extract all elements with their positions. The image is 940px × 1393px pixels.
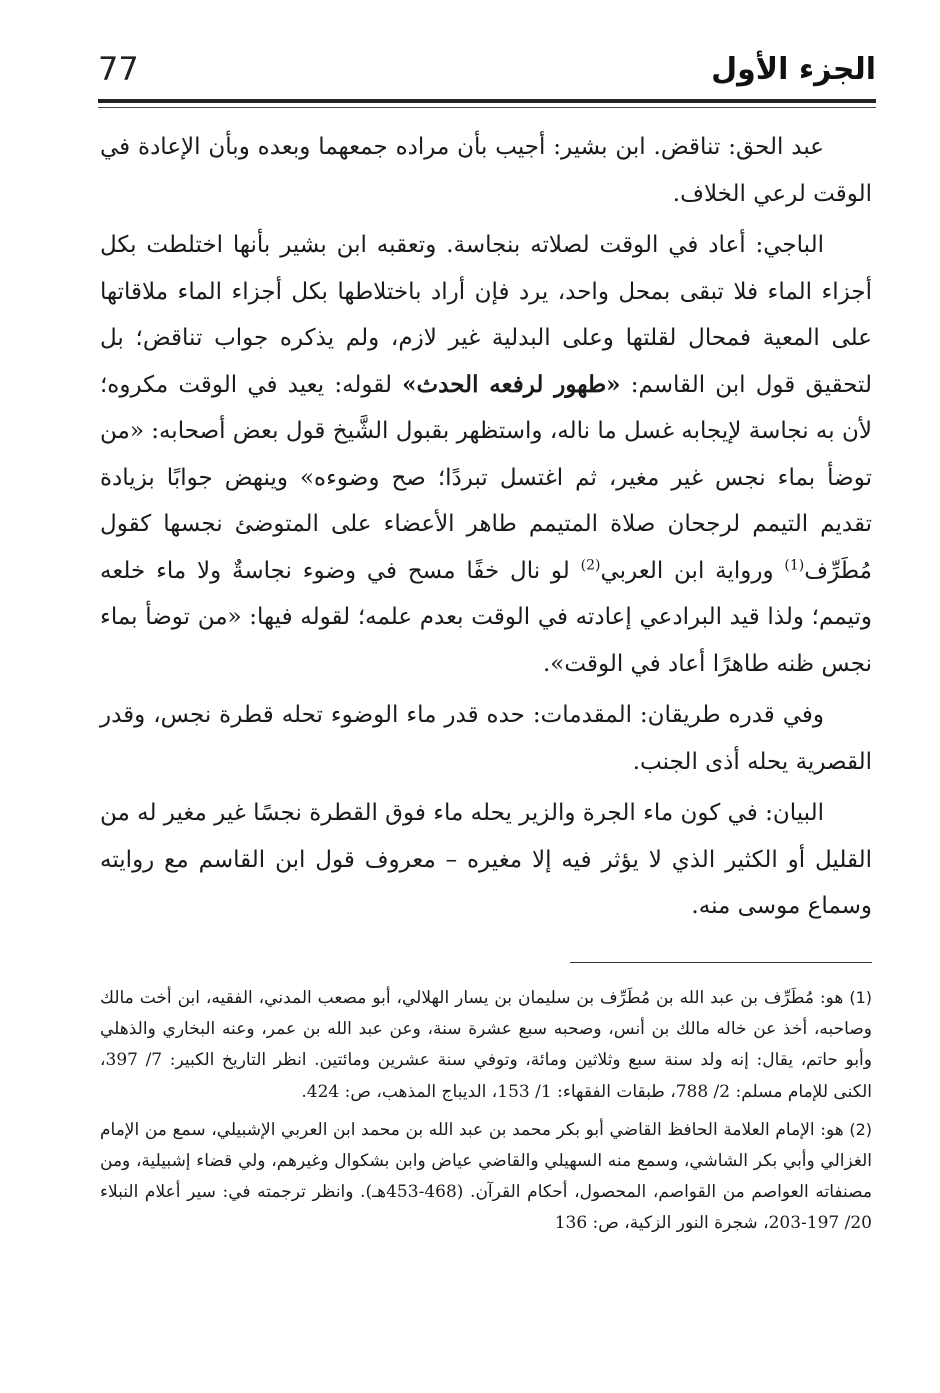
header-rule-thin	[98, 107, 876, 108]
footnote-text: هو: مُطَرِّف بن عبد الله بن مُطَرِّف بن سليمان بن يسار الهلالي، أبو مصعب المدني، الفقيه، ابن أخت مالك وصاحبه، أخذ عن خاله مالك بن أنس، وصحبه سبع عشرة سنة، وعن عبد الله بن عمر، وعنه البخاري والذهلي وأبو حاتم، يقال: إنه ولد سنة سبع وثلاثين ومائة، وتوفي سنة عشرين ومائتين. انظر التاريخ الكبير: 7/ 397، الكنى للإمام مسلم: 2/ 788، طبقات الفقهاء: 1/ 153، الديباج المذهب، ص: 424.	[100, 988, 872, 1102]
paragraph	[100, 124, 872, 217]
footnote-number: (2)	[849, 1119, 872, 1139]
footnote-number: (1)	[849, 988, 872, 1007]
paragraph-text: الباجي: أعاد في الوقت لصلاته بنجاسة. وتعقبه ابن بشير بأنها اختلطت بكل أجزاء الماء فلا تبقى بمحل واحد، يرد فإن أراد باختلاطها بكل أجزاء الماء ملاقاتها على المعية فمحال لقلتها وعلى البدلية غير لازم، ولم يذكره جواب تناقض؛ بل لتحقيق قول ابن القاسم:	[100, 232, 873, 398]
footnote	[100, 1114, 872, 1240]
footnotes	[100, 982, 872, 1246]
paragraph	[100, 790, 872, 930]
paragraph-text: ورواية ابن العربي	[600, 557, 785, 584]
paragraph-text: وفي قدره طريقان: المقدمات: حده قدر ماء الوضوء تحله قطرة نجس، وقدر القصرية يحله أذى الجنب.	[100, 702, 872, 775]
page-number: 77	[98, 50, 139, 88]
paragraph	[100, 692, 872, 785]
footnote-reference[interactable]: (2)	[580, 556, 601, 573]
main-text	[100, 124, 872, 935]
paragraph-text: البيان: في كون ماء الجرة والزير يحله ماء فوق القطرة نجسًا غير مغير له من القليل أو الكثير الذي لا يؤثر فيه إلا مغيره – معروف قول ابن القاسم مع روايته وسماع موسى منه.	[100, 800, 872, 919]
paragraph	[100, 222, 872, 687]
footnote	[100, 982, 872, 1108]
running-title: الجزء الأول	[711, 52, 876, 87]
footnote-reference[interactable]: (1)	[784, 556, 805, 573]
footnote-text: هو: الإمام العلامة الحافظ القاضي أبو بكر محمد بن عبد الله بن محمد ابن العربي الإشبيلي، سمع من الإمام الغزالي وأبي بكر الشاشي، وسمع منه السهيلي والقاضي عياض وابن بشكوال وغيرهم، ولي قضاء إشبيلية، ومن مصنفاته العواصم من القواصم، المحصول، أحكام القرآن. (468-453هـ). وانظر ترجمته في: سير أعلام النبلاء 20/ 197-203، شجرة النور الزكية، ص: 136	[100, 1119, 872, 1234]
paragraph-text: عبد الحق: تناقض. ابن بشير: أجيب بأن مراده جمعهما وبعده وبأن الإعادة في الوقت لرعي الخلاف.	[100, 134, 872, 207]
quoted-term: «طهور لرفعه الحدث»	[402, 370, 621, 398]
page-header	[98, 48, 876, 94]
paragraph-text: لو نال خفًا مسح في وضوء نجاسةٌ ولا ماء خلعه وتيمم؛ ولذا قيد البرادعي إعادته في الوقت بعدم علمه؛ لقوله فيها: «من توضأ بماء نجس ظنه طاهرًا أعاد في الوقت».	[100, 557, 872, 677]
header-rule	[98, 99, 876, 103]
paragraph-text: لقوله: يعيد في الوقت مكروه؛ لأن به نجاسة لإيجابه غسل ما ناله، واستظهر بقبول الشَّيخ قول بعض أصحابه: «من توضأ بماء نجس غير مغير، ثم اغتسل تبردًا؛ صح وضوءه» وينهض جوابًا بزيادة تقديم التيمم لرجحان صلاة المتيمم طاهر الأعضاء على المتوضئ نجسها كقول مُطَرِّف	[100, 371, 872, 584]
footnote-separator	[570, 962, 872, 963]
